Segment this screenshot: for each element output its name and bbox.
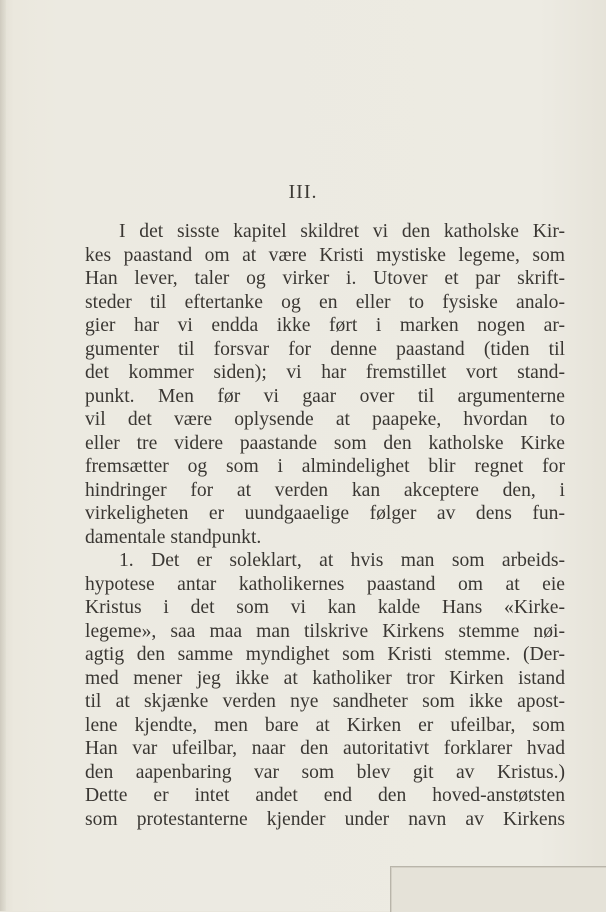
text-line: Han var ufeilbar, naar den autoritativt forklarer hvad — [85, 738, 565, 759]
text-line: til at skjænke verden nye sandheter som ikke apost- — [85, 691, 565, 712]
body-text — [85, 220, 565, 831]
text-line: steder til eftertanke og en eller to fysiske analo- — [85, 291, 565, 313]
text-line: gumenter til forsvar for denne paastand (tiden til — [85, 338, 565, 360]
text-line: punkt. Men før vi gaar over til argumenterne — [85, 385, 565, 407]
text-line: den aapenbaring var som blev git av Kristus.) — [85, 761, 565, 783]
text-line: I det sisste kapitel skildret vi den katholske Kir- — [119, 221, 565, 242]
text-line: damentale standpunkt. — [85, 526, 262, 548]
text-line: kes paastand om at være Kristi mystiske legeme, som — [85, 244, 565, 266]
text-line: gier har vi endda ikke ført i marken nogen ar- — [85, 315, 565, 336]
text-line: vil det være oplysende at paapeke, hvordan to — [85, 409, 565, 430]
text-line: lene kjendte, men bare at Kirken er ufeilbar, som — [85, 714, 565, 736]
text-line: Dette er intet andet end den hoved-anstøtsten — [85, 785, 565, 806]
text-line: hypotese antar katholikernes paastand om at eie — [85, 573, 565, 595]
chapter-heading: III. — [288, 181, 318, 203]
text-line: agtig den samme myndighet som Kristi stemme. (Der- — [85, 644, 565, 665]
text-line: som protestanterne kjender under navn av Kirkens — [85, 808, 565, 830]
text-line: fremsætter og som i almindelighet blir regnet for — [85, 456, 565, 477]
text-line: legeme», saa maa man tilskrive Kirkens stemme nøi- — [85, 620, 565, 642]
text-line: Kristus i det som vi kan kalde Hans «Kirke- — [85, 597, 565, 618]
text-line: Han lever, taler og virker i. Utover et par skrift- — [85, 268, 565, 289]
text-line: 1. Det er soleklart, at hvis man som arbeids- — [119, 550, 565, 571]
text-line: eller tre videre paastande som den katholske Kirke — [85, 432, 565, 454]
page-binding-edge — [0, 0, 6, 911]
text-line: virkeligheten er uundgaaelige følger av dens fun- — [85, 503, 565, 524]
text-line: det kommer siden); vi har fremstillet vort stand- — [85, 362, 565, 383]
page-corner-tab — [390, 866, 606, 912]
text-line: med mener jeg ikke at katholiker tror Kirken istand — [85, 667, 565, 689]
text-line: hindringer for at verden kan akceptere den, i — [85, 479, 565, 501]
